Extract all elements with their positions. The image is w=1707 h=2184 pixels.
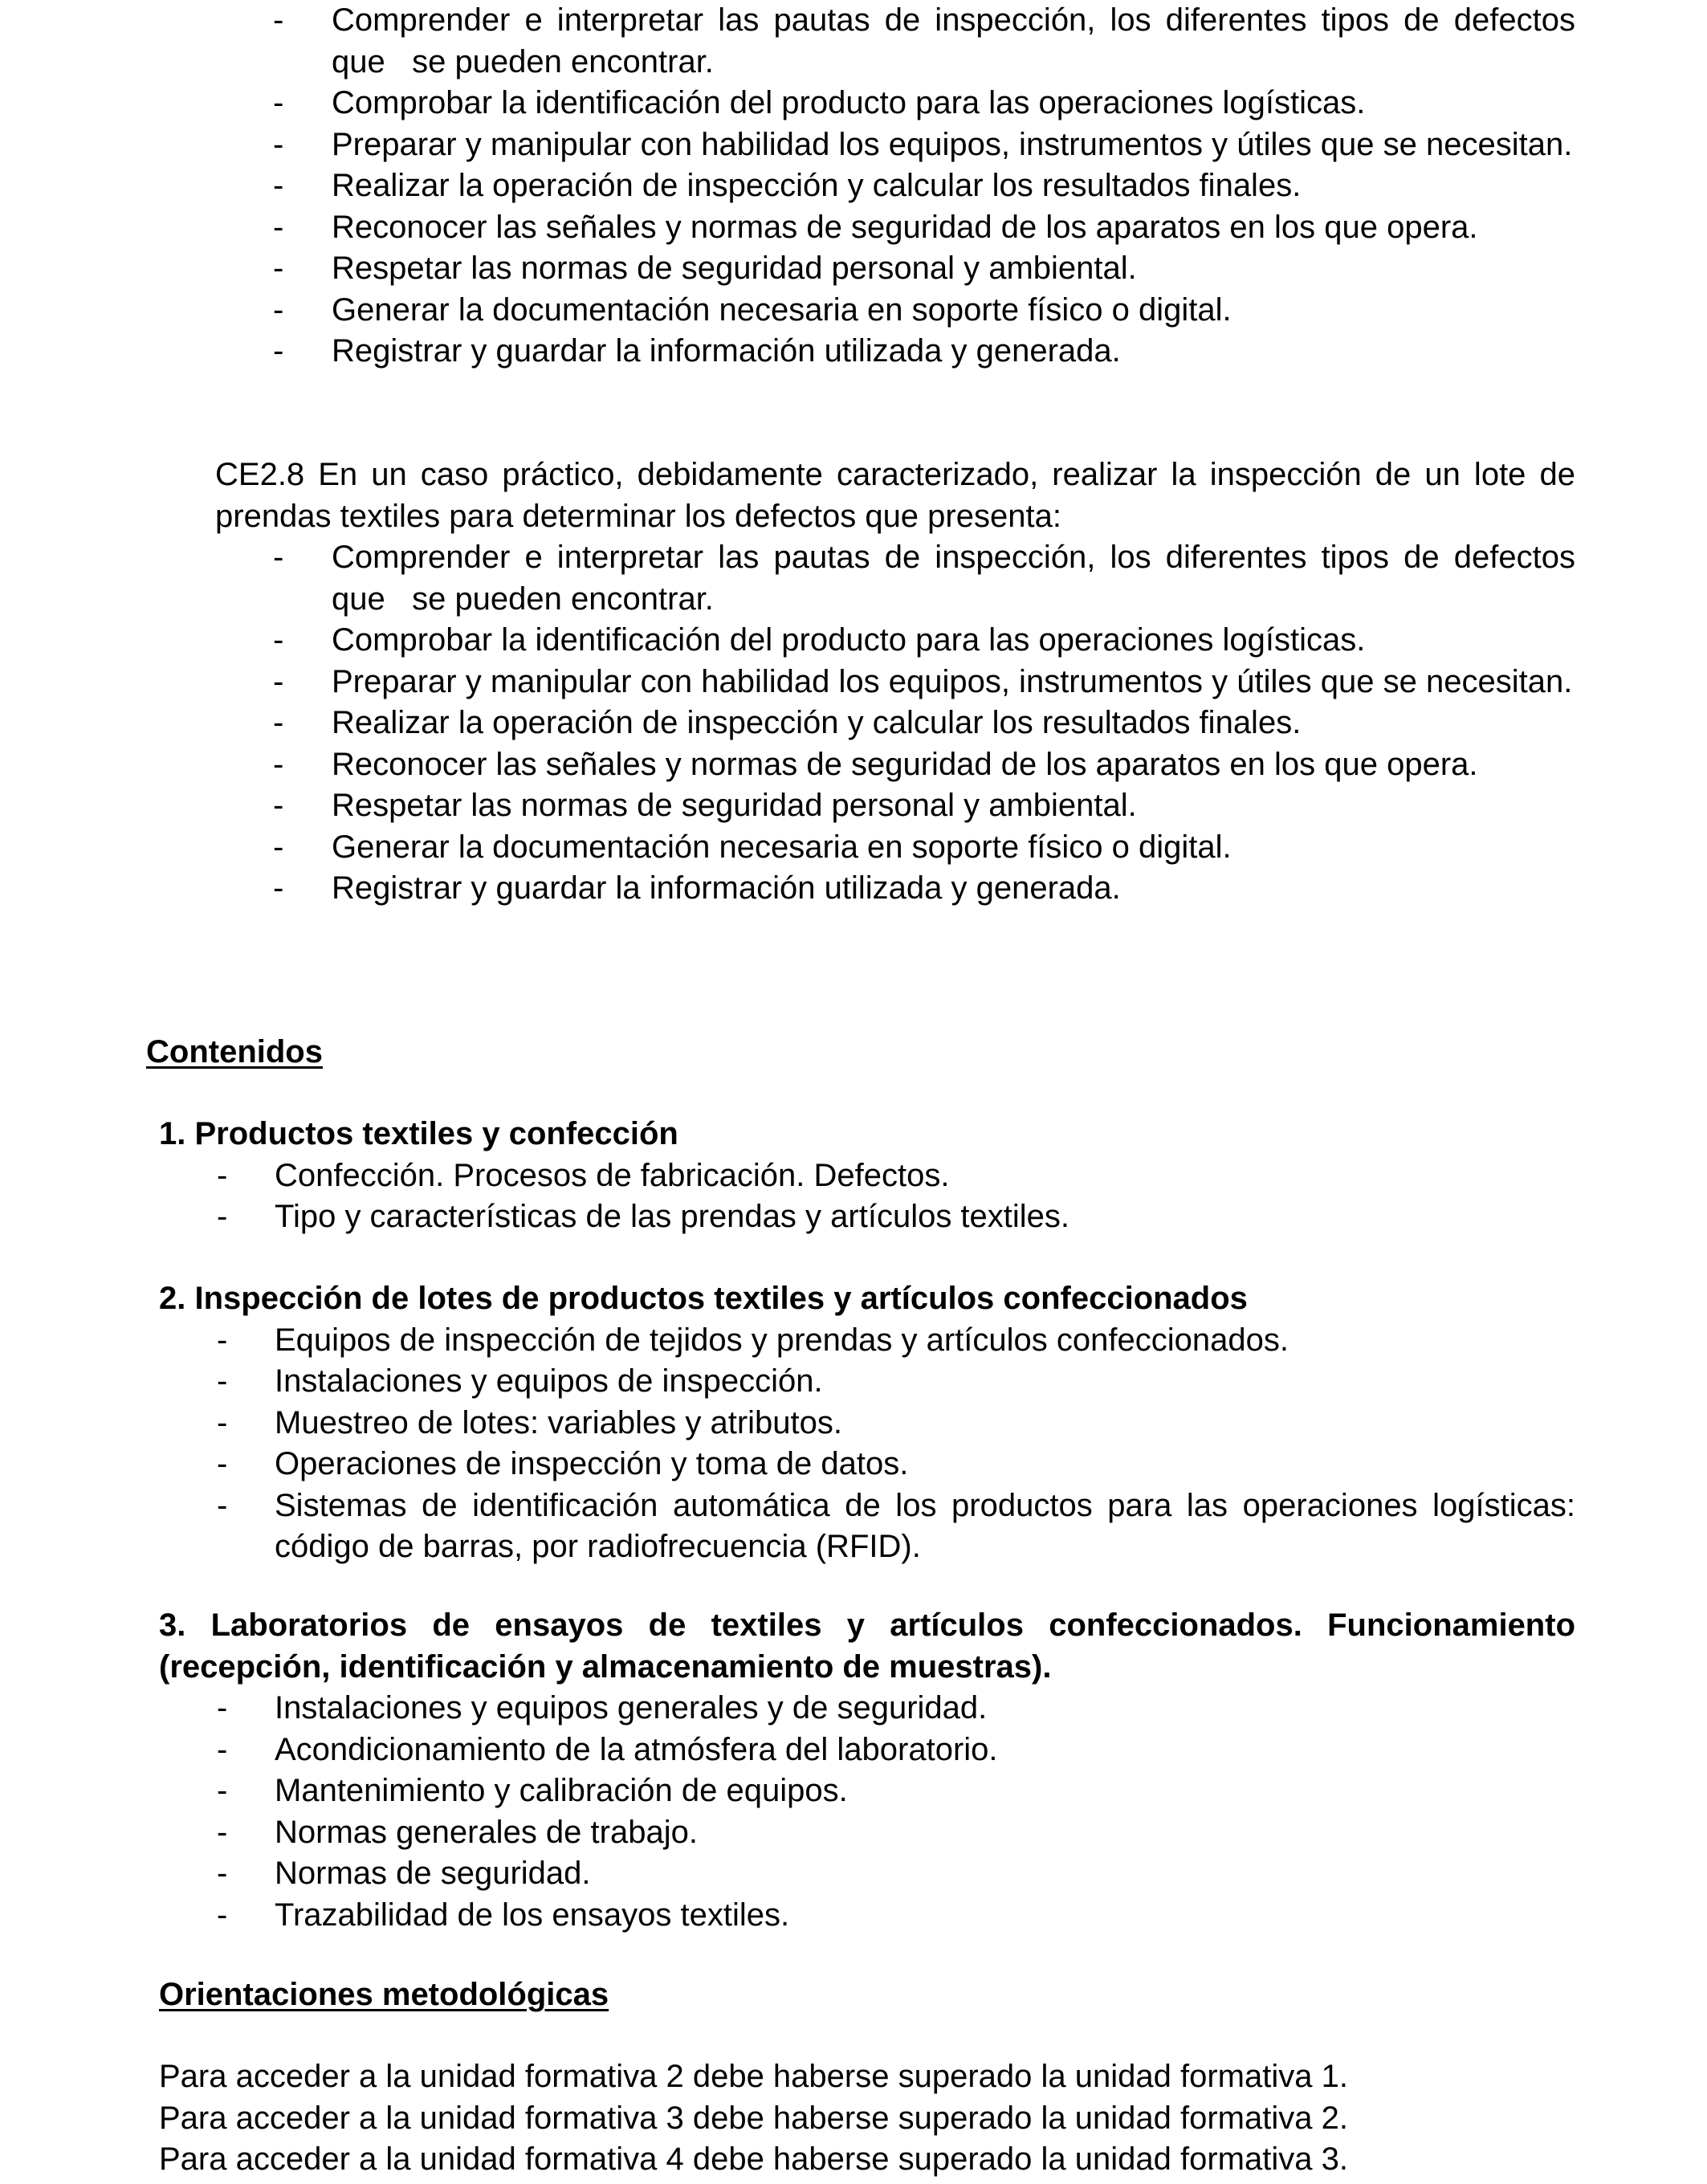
list-item: - Comprobar la identificación del producto para las operaciones logísticas. <box>273 620 1575 662</box>
orientaciones-line: Para acceder a la unidad formativa 4 debe haberse superado la unidad formativa 3. <box>159 2141 1348 2177</box>
section-title: 3. Laboratorios de ensayos de textiles y artículos confeccionados. Funcionamiento (recepción, identificación y almacenamiento de muestras). <box>159 1607 1575 1685</box>
dash-bullet: - <box>217 1814 228 1850</box>
list-item: - Comprobar la identificación del producto para las operaciones logísticas. <box>273 83 1575 124</box>
top-dash-list <box>273 0 1575 373</box>
section-item-list <box>159 1320 1575 1568</box>
dash-bullet: - <box>273 663 284 699</box>
list-item: - Realizar la operación de inspección y calcular los resultados finales. <box>273 703 1575 744</box>
section-title: 2. Inspección de lotes de productos textiles y artículos confeccionados <box>159 1281 1248 1316</box>
contenidos-heading: Contenidos <box>146 1034 323 1070</box>
dash-bullet: - <box>273 168 284 203</box>
list-item: - Generar la documentación necesaria en soporte físico o digital. <box>273 827 1575 869</box>
dash-bullet: - <box>217 1404 228 1440</box>
section-title: 1. Productos textiles y confección <box>159 1116 678 1151</box>
section-item-list <box>159 1688 1575 1936</box>
list-item: - Instalaciones y equipos generales y de seguridad. <box>159 1688 1575 1730</box>
dash-bullet: - <box>273 746 284 782</box>
dash-bullet: - <box>217 1363 228 1399</box>
list-item: - Equipos de inspección de tejidos y prendas y artículos confeccionados. <box>159 1320 1575 1362</box>
dash-bullet: - <box>273 788 284 823</box>
dash-bullet: - <box>273 622 284 658</box>
dash-bullet: - <box>217 1690 228 1726</box>
list-item: - Respetar las normas de seguridad personal y ambiental. <box>273 248 1575 290</box>
dash-bullet: - <box>273 540 284 575</box>
list-item: - Comprender e interpretar las pautas de inspección, los diferentes tipos de defectos que se pueden encontrar. <box>273 537 1575 620</box>
dash-bullet: - <box>217 1897 228 1933</box>
content-section-2 <box>159 1278 1575 1568</box>
dash-bullet: - <box>217 1731 228 1767</box>
dash-bullet: - <box>217 1487 228 1523</box>
list-item: - Instalaciones y equipos de inspección. <box>159 1361 1575 1403</box>
dash-bullet: - <box>273 209 284 245</box>
list-item: - Sistemas de identificación automática de los productos para las operaciones logísticas: código de barras, por radiofrecuencia (RFID). <box>159 1485 1575 1568</box>
list-item: - Reconocer las señales y normas de seguridad de los aparatos en los que opera. <box>273 207 1575 249</box>
list-item: - Comprender e interpretar las pautas de inspección, los diferentes tipos de defectos que se pueden encontrar. <box>273 0 1575 83</box>
list-item: - Mantenimiento y calibración de equipos. <box>159 1770 1575 1812</box>
dash-bullet: - <box>273 291 284 328</box>
orientaciones-line: Para acceder a la unidad formativa 3 debe haberse superado la unidad formativa 2. <box>159 2100 1348 2136</box>
list-item: - Acondicionamiento de la atmósfera del laboratorio. <box>159 1730 1575 1771</box>
dash-bullet: - <box>217 1446 228 1481</box>
ce28-paragraph: CE2.8 En un caso práctico, debidamente caracterizado, realizar la inspección de un lote de prendas textiles para determinar los defectos que presenta: <box>215 457 1575 534</box>
list-item: - Confección. Procesos de fabricación. Defectos. <box>159 1155 1575 1197</box>
dash-bullet: - <box>217 1773 228 1808</box>
list-item: - Normas generales de trabajo. <box>159 1812 1575 1854</box>
list-item: - Registrar y guardar la información utilizada y generada. <box>273 331 1575 373</box>
orientaciones-body <box>159 2056 1604 2181</box>
dash-bullet: - <box>273 126 284 162</box>
list-item: - Realizar la operación de inspección y calcular los resultados finales. <box>273 165 1575 207</box>
list-item: - Tipo y características de las prendas y artículos textiles. <box>159 1196 1575 1238</box>
dash-bullet: - <box>217 1856 228 1891</box>
orientaciones-heading: Orientaciones metodológicas <box>159 1977 609 2012</box>
dash-bullet: - <box>217 1199 228 1234</box>
dash-bullet: - <box>273 333 284 369</box>
list-item: - Muestreo de lotes: variables y atributos. <box>159 1403 1575 1444</box>
list-item: - Normas de seguridad. <box>159 1853 1575 1895</box>
section-item-list <box>159 1155 1575 1238</box>
list-item: - Operaciones de inspección y toma de datos. <box>159 1444 1575 1485</box>
content-section-1 <box>159 1114 1575 1238</box>
content-section-3 <box>159 1605 1575 1936</box>
dash-bullet: - <box>273 829 284 865</box>
dash-bullet: - <box>273 2 284 38</box>
dash-bullet: - <box>217 1322 228 1358</box>
list-item: - Registrar y guardar la información utilizada y generada. <box>273 868 1575 910</box>
list-item: - Reconocer las señales y normas de seguridad de los aparatos en los que opera. <box>273 744 1575 786</box>
ce28-dash-list <box>273 537 1575 910</box>
dash-bullet: - <box>273 870 284 906</box>
dash-bullet: - <box>217 1157 228 1193</box>
orientaciones-line: Para acceder a la unidad formativa 2 debe haberse superado la unidad formativa 1. <box>159 2059 1348 2094</box>
dash-bullet: - <box>273 705 284 740</box>
list-item: - Trazabilidad de los ensayos textiles. <box>159 1895 1575 1937</box>
list-item: - Generar la documentación necesaria en soporte físico o digital. <box>273 290 1575 332</box>
list-item: - Preparar y manipular con habilidad los equipos, instrumentos y útiles que se necesitan. <box>273 662 1575 703</box>
dash-bullet: - <box>273 85 284 120</box>
list-item: - Preparar y manipular con habilidad los equipos, instrumentos y útiles que se necesitan. <box>273 124 1575 166</box>
dash-bullet: - <box>273 251 284 286</box>
list-item: - Respetar las normas de seguridad personal y ambiental. <box>273 785 1575 827</box>
